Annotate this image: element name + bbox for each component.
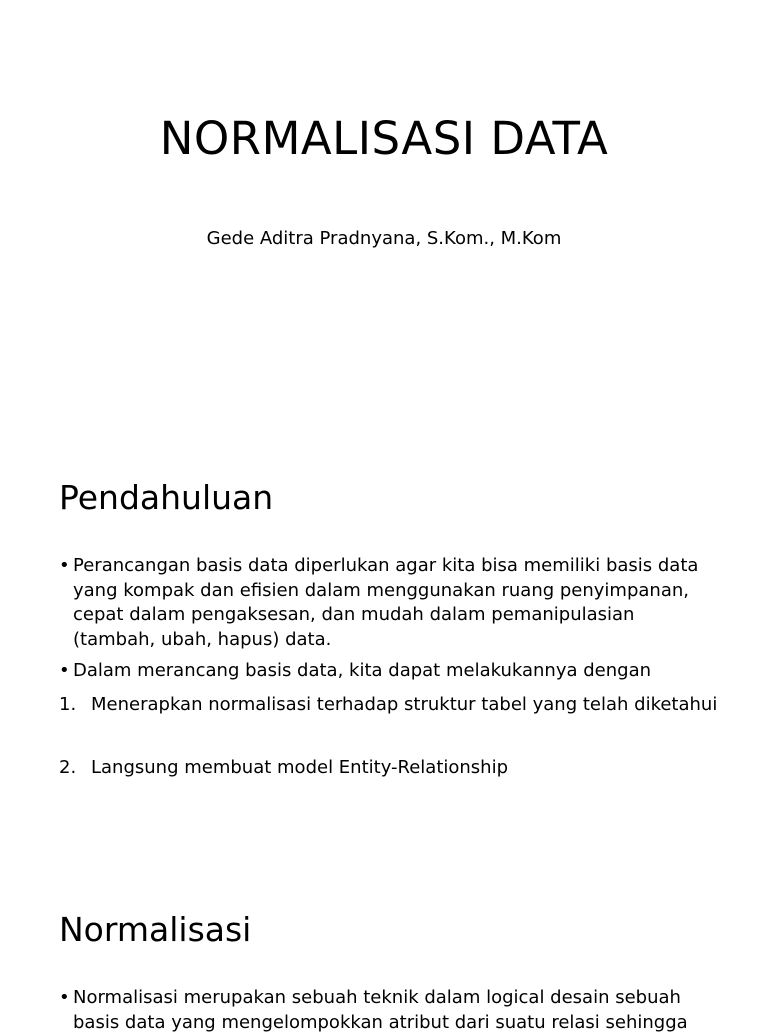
bullet-item — [59, 986, 719, 1035]
numbered-item — [59, 754, 719, 782]
bullet-dot: • — [59, 987, 70, 1008]
bullet-item — [59, 554, 719, 652]
numbered-text: Langsung membuat model Entity-Relationship — [91, 757, 509, 778]
section-heading-normalisasi: Normalisasi — [59, 910, 252, 949]
slide-subtitle-author: Gede Aditra Pradnyana, S.Kom., M.Kom — [206, 228, 562, 249]
list-number: 1. — [59, 694, 77, 715]
section-heading-pendahuluan: Pendahuluan — [59, 478, 274, 517]
numbered-text: Menerapkan normalisasi terhadap struktur tabel yang telah diketahui — [91, 694, 718, 715]
bullet-item — [59, 659, 719, 684]
bullet-dot: • — [59, 555, 70, 576]
slide-title: NORMALISASI DATA — [159, 112, 609, 165]
bullet-dot: • — [59, 660, 70, 681]
numbered-item — [59, 691, 719, 719]
bullet-text: Normalisasi merupakan sebuah teknik dalam logical desain sebuah basis data yang mengelompokkan atribut dari suatu relasi sehingga — [73, 987, 688, 1033]
bullet-text: Perancangan basis data diperlukan agar kita bisa memiliki basis data yang kompak dan efisien dalam menggunakan ruang penyimpanan, cepat dalam pengaksesan, dan mudah dalam pemanipulasian (tambah, ubah, hapus) data. — [73, 555, 699, 650]
list-number: 2. — [59, 757, 77, 778]
bullet-text: Dalam merancang basis data, kita dapat melakukannya dengan — [73, 660, 652, 681]
